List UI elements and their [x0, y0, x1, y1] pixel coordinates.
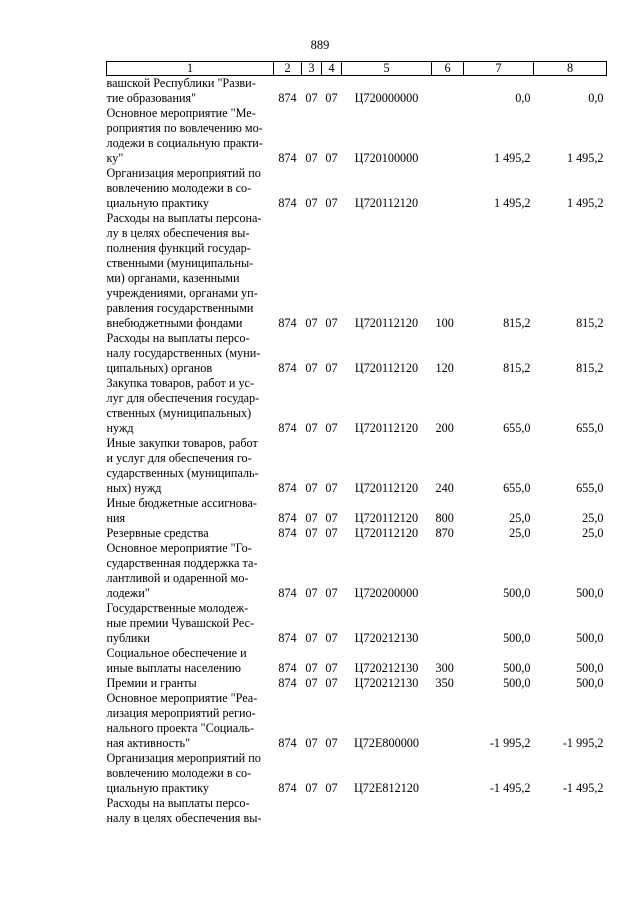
row-name-line: Иные закупки товаров, работ	[106, 436, 258, 450]
cell-c2: 874	[278, 196, 297, 210]
cell-c4: 07	[325, 481, 338, 495]
header-row	[107, 62, 607, 76]
cell-c7: 500,0	[503, 586, 531, 600]
cell-c6: 100	[435, 316, 454, 330]
row-name-line: ственными (муниципальны-	[106, 256, 254, 270]
cell-c8: 815,2	[576, 361, 604, 375]
table-row	[107, 331, 607, 376]
table-row	[107, 541, 607, 601]
cell-c5: Ц72Е812120	[354, 781, 419, 795]
row-name-line: иные выплаты населению	[106, 661, 241, 675]
row-name-line: Иные бюджетные ассигнова-	[106, 496, 257, 510]
row-name-line: вовлечению молодежи в со-	[106, 766, 252, 780]
cell-c5	[342, 796, 432, 826]
table-row	[107, 376, 607, 436]
cell-c8: 0,0	[588, 91, 604, 105]
row-name	[107, 541, 274, 601]
cell-c2: 874	[278, 586, 297, 600]
row-name-line: Расходы на выплаты персона-	[106, 211, 262, 225]
cell-c7: 500,0	[503, 661, 531, 675]
row-name-line: луг для обеспечения государ-	[106, 391, 260, 405]
row-name-line: Резервные средства	[106, 526, 209, 540]
cell-c6: 300	[435, 661, 454, 675]
row-name-line: Основное мероприятие "Реа-	[106, 691, 258, 705]
cell-c7: 815,2	[503, 316, 531, 330]
cell-c7: 655,0	[503, 421, 531, 435]
cell-c8: 25,0	[582, 511, 604, 525]
row-name	[107, 496, 274, 526]
cell-c6	[432, 691, 464, 751]
cell-c4: 07	[325, 421, 338, 435]
row-name-line: лодежи в социальную практи-	[106, 136, 263, 150]
cell-c3: 07	[305, 481, 318, 495]
cell-c8: 655,0	[576, 481, 604, 495]
cell-c6	[432, 601, 464, 646]
column-header-1: 1	[107, 62, 274, 76]
row-name-line: публики	[106, 631, 150, 645]
cell-c6	[432, 751, 464, 796]
cell-c4: 07	[325, 676, 338, 690]
cell-c3: 07	[305, 526, 318, 540]
row-name-line: Основное мероприятие "Го-	[106, 541, 252, 555]
cell-c4: 07	[325, 316, 338, 330]
cell-c8: -1 995,2	[562, 736, 604, 750]
row-name-line: Организация мероприятий по	[106, 166, 261, 180]
cell-c6: 350	[435, 676, 454, 690]
table-row	[107, 751, 607, 796]
table-row	[107, 646, 607, 676]
row-name-line: ми) органами, казенными	[106, 271, 240, 285]
cell-c5: Ц720212130	[354, 676, 419, 690]
cell-c2: 874	[278, 511, 297, 525]
cell-c5: Ц720112120	[354, 421, 419, 435]
row-name-line: ные премии Чувашской Рес-	[106, 616, 255, 630]
cell-c8: 500,0	[576, 586, 604, 600]
cell-c4: 07	[325, 586, 338, 600]
row-name	[107, 751, 274, 796]
cell-c3	[302, 796, 322, 826]
cell-c6	[432, 166, 464, 211]
cell-c6: 800	[435, 511, 454, 525]
row-name-line: ная активность"	[106, 736, 191, 750]
cell-c5: Ц720100000	[354, 151, 419, 165]
row-name-line: Организация мероприятий по	[106, 751, 261, 765]
cell-c6	[432, 76, 464, 107]
row-name-line: ципальных) органов	[106, 361, 213, 375]
row-name-line: полнения функций государ-	[106, 241, 251, 255]
table-row	[107, 106, 607, 166]
table-row	[107, 691, 607, 751]
column-header-4: 4	[322, 62, 342, 76]
row-name	[107, 526, 274, 541]
row-name-line: учреждениями, органами уп-	[106, 286, 258, 300]
cell-c7: 500,0	[503, 676, 531, 690]
cell-c6: 120	[435, 361, 454, 375]
cell-c7: 0,0	[515, 91, 531, 105]
cell-c4: 07	[325, 781, 338, 795]
cell-c4: 07	[325, 196, 338, 210]
table-body	[107, 76, 607, 827]
row-name-line: циальную практику	[106, 781, 209, 795]
row-name	[107, 376, 274, 436]
row-name	[107, 106, 274, 166]
row-name-line: лу в целях обеспечения вы-	[106, 226, 250, 240]
row-name-line: нужд	[106, 421, 134, 435]
row-name	[107, 646, 274, 676]
cell-c3: 07	[305, 661, 318, 675]
cell-c8: -1 495,2	[562, 781, 604, 795]
cell-c7: 1 495,2	[493, 151, 531, 165]
cell-c3: 07	[305, 631, 318, 645]
cell-c8: 655,0	[576, 421, 604, 435]
cell-c3: 07	[305, 586, 318, 600]
cell-c6	[432, 106, 464, 166]
row-name-line: Расходы на выплаты персо-	[106, 796, 250, 810]
column-header-3: 3	[302, 62, 322, 76]
cell-c4: 07	[325, 511, 338, 525]
cell-c8: 1 495,2	[566, 151, 604, 165]
cell-c2: 874	[278, 676, 297, 690]
row-name-line: ственных (муниципальных)	[106, 406, 252, 420]
row-name	[107, 211, 274, 331]
cell-c3: 07	[305, 196, 318, 210]
cell-c5: Ц720200000	[354, 586, 419, 600]
row-name-line: сударственная поддержка та-	[106, 556, 258, 570]
cell-c3: 07	[305, 781, 318, 795]
cell-c6	[432, 541, 464, 601]
table-row	[107, 211, 607, 331]
cell-c2	[274, 796, 302, 826]
cell-c7: 815,2	[503, 361, 531, 375]
cell-c5: Ц720112120	[354, 361, 419, 375]
cell-c3: 07	[305, 421, 318, 435]
cell-c2: 874	[278, 361, 297, 375]
row-name	[107, 601, 274, 646]
cell-c7: 500,0	[503, 631, 531, 645]
cell-c7: 1 495,2	[493, 196, 531, 210]
table-row	[107, 526, 607, 541]
cell-c3: 07	[305, 316, 318, 330]
cell-c3: 07	[305, 736, 318, 750]
row-name	[107, 436, 274, 496]
cell-c7: -1 495,2	[489, 781, 531, 795]
table-row	[107, 496, 607, 526]
row-name-line: нального проекта "Социаль-	[106, 721, 255, 735]
cell-c2: 874	[278, 781, 297, 795]
row-name	[107, 676, 274, 691]
cell-c4: 07	[325, 631, 338, 645]
row-name-line: вовлечению молодежи в со-	[106, 181, 252, 195]
cell-c8: 500,0	[576, 661, 604, 675]
row-name-line: сударственных (муниципаль-	[106, 466, 259, 480]
cell-c2: 874	[278, 481, 297, 495]
cell-c2: 874	[278, 661, 297, 675]
row-name-line: и услуг для обеспечения го-	[106, 451, 252, 465]
row-name-line: ку"	[106, 151, 124, 165]
row-name	[107, 166, 274, 211]
cell-c5: Ц720212130	[354, 661, 419, 675]
cell-c7: 25,0	[509, 526, 531, 540]
row-name-line: внебюджетными фондами	[106, 316, 243, 330]
cell-c5: Ц720112120	[354, 196, 419, 210]
row-name-line: Социальное обеспечение и	[106, 646, 247, 660]
cell-c2: 874	[278, 736, 297, 750]
cell-c5: Ц72Е800000	[354, 736, 419, 750]
column-header-8: 8	[534, 62, 607, 76]
cell-c2: 874	[278, 631, 297, 645]
cell-c8: 25,0	[582, 526, 604, 540]
cell-c2: 874	[278, 151, 297, 165]
table-row	[107, 796, 607, 826]
cell-c4: 07	[325, 361, 338, 375]
cell-c6: 240	[435, 481, 454, 495]
row-name-line: Государственные молодеж-	[106, 601, 249, 615]
row-name-line: лизация мероприятий регио-	[106, 706, 256, 720]
cell-c2: 874	[278, 316, 297, 330]
row-name-line: тие образования"	[106, 91, 197, 105]
row-name	[107, 331, 274, 376]
column-header-5: 5	[342, 62, 432, 76]
cell-c4: 07	[325, 151, 338, 165]
row-name-line: ния	[106, 511, 126, 525]
cell-c6: 200	[435, 421, 454, 435]
cell-c7: -1 995,2	[489, 736, 531, 750]
cell-c3: 07	[305, 91, 318, 105]
cell-c6	[432, 796, 464, 826]
cell-c8: 500,0	[576, 631, 604, 645]
cell-c4: 07	[325, 661, 338, 675]
row-name-line: Премии и гранты	[106, 676, 197, 690]
row-name-line: ных) нужд	[106, 481, 162, 495]
row-name	[107, 796, 274, 826]
row-name-line: налу государственных (муни-	[106, 346, 261, 360]
cell-c3: 07	[305, 511, 318, 525]
table-row	[107, 76, 607, 107]
cell-c5: Ц720112120	[354, 511, 419, 525]
cell-c8: 500,0	[576, 676, 604, 690]
cell-c8	[534, 796, 607, 826]
cell-c2: 874	[278, 526, 297, 540]
column-header-2: 2	[274, 62, 302, 76]
cell-c3: 07	[305, 151, 318, 165]
cell-c7: 25,0	[509, 511, 531, 525]
page-number: 889	[310, 38, 330, 52]
cell-c4	[322, 796, 342, 826]
cell-c8: 815,2	[576, 316, 604, 330]
row-name-line: Расходы на выплаты персо-	[106, 331, 250, 345]
row-name-line: налу в целях обеспечения вы-	[106, 811, 262, 825]
table-row	[107, 436, 607, 496]
cell-c5: Ц720112120	[354, 316, 419, 330]
cell-c6: 870	[435, 526, 454, 540]
cell-c8: 1 495,2	[566, 196, 604, 210]
cell-c7: 655,0	[503, 481, 531, 495]
cell-c3: 07	[305, 361, 318, 375]
cell-c5: Ц720112120	[354, 526, 419, 540]
row-name	[107, 691, 274, 751]
table-row	[107, 166, 607, 211]
cell-c2: 874	[278, 91, 297, 105]
row-name-line: вашской Республики "Разви-	[106, 76, 256, 90]
cell-c4: 07	[325, 91, 338, 105]
cell-c5: Ц720112120	[354, 481, 419, 495]
row-name-line: Основное мероприятие "Ме-	[106, 106, 256, 120]
row-name-line: Закупка товаров, работ и ус-	[106, 376, 255, 390]
column-header-6: 6	[432, 62, 464, 76]
column-header-7: 7	[464, 62, 534, 76]
cell-c3: 07	[305, 676, 318, 690]
row-name-line: роприятия по вовлечению мо-	[106, 121, 263, 135]
row-name-line: равления государственными	[106, 301, 254, 315]
row-name-line: лантливой и одаренной мо-	[106, 571, 249, 585]
cell-c7	[464, 796, 534, 826]
cell-c2: 874	[278, 421, 297, 435]
budget-table	[106, 61, 607, 826]
table-row	[107, 601, 607, 646]
cell-c5: Ц720212130	[354, 631, 419, 645]
table-row	[107, 676, 607, 691]
row-name	[107, 76, 274, 107]
cell-c4: 07	[325, 736, 338, 750]
cell-c5: Ц720000000	[354, 91, 419, 105]
cell-c4: 07	[325, 526, 338, 540]
row-name-line: лодежи"	[106, 586, 150, 600]
row-name-line: циальную практику	[106, 196, 209, 210]
